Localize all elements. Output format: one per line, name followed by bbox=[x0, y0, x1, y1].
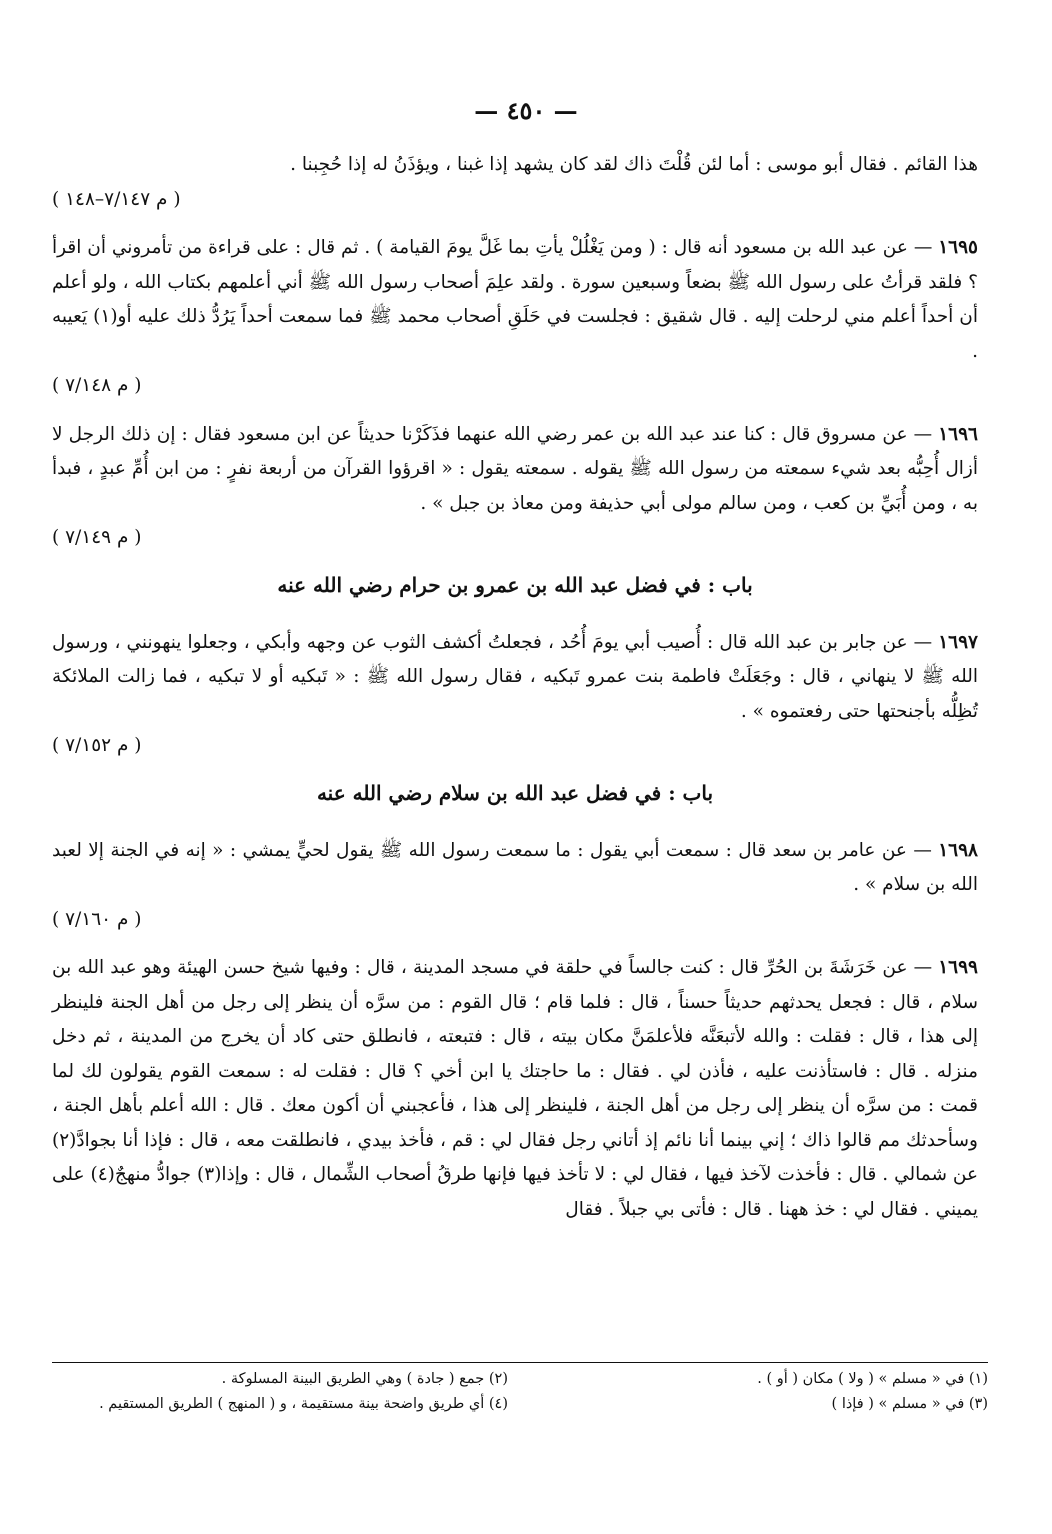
hadith-text: — عن خَرَشَةَ بن الحُرِّ قال : كنت جالساً في حلقة في مسجد المدينة ، قال : وفيها شيخ حسن الهيئة وهو عبد الله بن سلام ، قال : فجعل يحدثهم حديثاً حسناً ، قال : فلما قام ؛ قال القوم : من سرَّه أن ينظر إلى رجل من أهل الجنة فلينظر إلى هذا ، قال : فقلت : والله لأتبعَنَّه فلأعلمَنَّ مكان بيته ، قال : فتبعته ، فانطلق حتى كاد أن يخرج من المدينة ، ثم دخل منزله . قال : فاستأذنت عليه ، فأذن لي . فقال : ما حاجتك يا ابن أخي ؟ قال : فقلت له : سمعت القوم يقولون لك لما قمت : من سرَّه أن ينظر إلى رجل من أهل الجنة ، فلينظر إلى هذا ، فأعجبني أن أكون معك . قال : الله أعلم بأهل الجنة ، وسأحدثك مم قالوا ذاك ؛ إني بينما أنا نائم إذ أتاني رجل فقال لي : قم ، فأخذ بيدي ، فانطلقت معه ، قال : فإذا أنا بجوادَّ(٢) عن شمالي . قال : فأخذت لآخذ فيها ، فقال لي : لا تأخذ فيها فإنها طرقُ أصحاب الشِّمال ، قال : وإذا(٣) جوادُّ منهجٌ(٤) على يميني . فقال لي : خذ ههنا . قال : فأتى بي جبلاً . فقال bbox=[52, 957, 978, 1220]
footnote-3: (٣) في « مسلم » ( فإذا ) bbox=[831, 1396, 988, 1412]
paragraph-text: هذا القائم . فقال أبو موسى : أما لئن قُلْتَ ذاك لقد كان يشهد إذا غبنا ، ويؤذَنُ له إذا حُجِبنا . bbox=[290, 154, 978, 175]
page-number: — ٤٥٠ — bbox=[474, 96, 578, 125]
hadith-text: — عن عامر بن سعد قال : سمعت أبي يقول : ما سمعت رسول الله ﷺ يقول لحيٍّ يمشي : « إنه في الجنة إلا لعبد الله بن سلام » . bbox=[52, 839, 978, 895]
hadith-number: ١٦٩٥ bbox=[938, 237, 978, 258]
hadith-number: ١٦٩٩ bbox=[938, 957, 978, 978]
hadith-1698 bbox=[52, 834, 978, 938]
hadith-number: ١٦٩٨ bbox=[938, 839, 978, 861]
hadith-1696 bbox=[52, 418, 978, 556]
page-content bbox=[52, 148, 978, 1241]
hadith-text: — عن عبد الله بن مسعود أنه قال : ( ومن يَغْلُلْ يأتِ بما غَلَّ يومَ القيامة ) . ثم قال : على قراءة من تأمروني أن اقرأ ؟ فلقد قرأتُ على رسول الله ﷺ بضعاً وسبعين سورة . ولقد علِمَ أصحاب رسول الله ﷺ أني أعلمهم بكتاب الله ، ولو أعلم أن أحداً أعلم مني لرحلت إليه . قال شقيق : فجلست في حَلَقِ أصحاب محمد ﷺ فما سمعت أحداً يَرُدُّ ذلك عليه أو(١) يَعيبه . bbox=[52, 237, 978, 362]
footnote-4: (٤) أي طريق واضحة بينة مستقيمة ، و ( المنهج ) الطريق المستقيم . bbox=[99, 1396, 508, 1412]
source-reference: ( م ٧/١٤٧–١٤٨ ) bbox=[52, 188, 181, 210]
hadith-text: — عن مسروق قال : كنا عند عبد الله بن عمر رضي الله عنهما فذَكَرْنا حديثاً عن ابن مسعود فقال : إن ذلك الرجل لا أزال أُحِبُّه بعد شيء سمعته من رسول الله ﷺ يقوله . سمعته يقول : « اقرؤوا القرآن من أربعة نفرٍ : من ابن أُمِّ عبدٍ ، فبدأ به ، ومن أُبَيِّ بن كعب ، ومن سالم مولى أبي حذيفة ومن معاذ بن جبل » . bbox=[52, 423, 978, 514]
hadith-number: ١٦٩٦ bbox=[938, 423, 978, 445]
source-reference: ( م ٧/١٥٢ ) bbox=[52, 735, 142, 756]
hadith-text: — عن جابر بن عبد الله قال : أُصيب أبي يومَ أُحُد ، فجعلتُ أكشف الثوب عن وجهه وأبكي ، وجعلوا ينهونني ، ورسول الله ﷺ لا ينهاني ، قال : وجَعَلَتْ فاطمة بنت عمرو تَبكيه ، فقال رسول الله ﷺ : « تَبكيه أو لا تبكيه ، فما زالت الملائكة تُظِلُّه بأجنحتها حتى رفعتموه » . bbox=[52, 631, 978, 722]
chapter-heading: باب : في فضل عبد الله بن عمرو بن حرام رضي الله عنه bbox=[277, 572, 753, 597]
hadith-1695 bbox=[52, 231, 978, 404]
footnote-1: (١) في « مسلم » ( ولا ) مكان ( أو ) . bbox=[757, 1371, 988, 1387]
footnotes bbox=[52, 1362, 988, 1417]
chapter-heading: باب : في فضل عبد الله بن سلام رضي الله عنه bbox=[316, 780, 714, 805]
hadith-1697 bbox=[52, 626, 978, 764]
source-reference: ( م ٧/١٤٩ ) bbox=[52, 527, 142, 548]
source-reference: ( م ٧/١٦٠ ) bbox=[52, 908, 142, 930]
hadith-number: ١٦٩٧ bbox=[938, 631, 978, 653]
hadith-1699 bbox=[52, 951, 978, 1227]
paragraph-continuation bbox=[52, 148, 978, 217]
source-reference: ( م ٧/١٤٨ ) bbox=[52, 375, 142, 396]
footnote-2: (٢) جمع ( جادة ) وهي الطريق البينة المسلوكة . bbox=[221, 1371, 508, 1387]
